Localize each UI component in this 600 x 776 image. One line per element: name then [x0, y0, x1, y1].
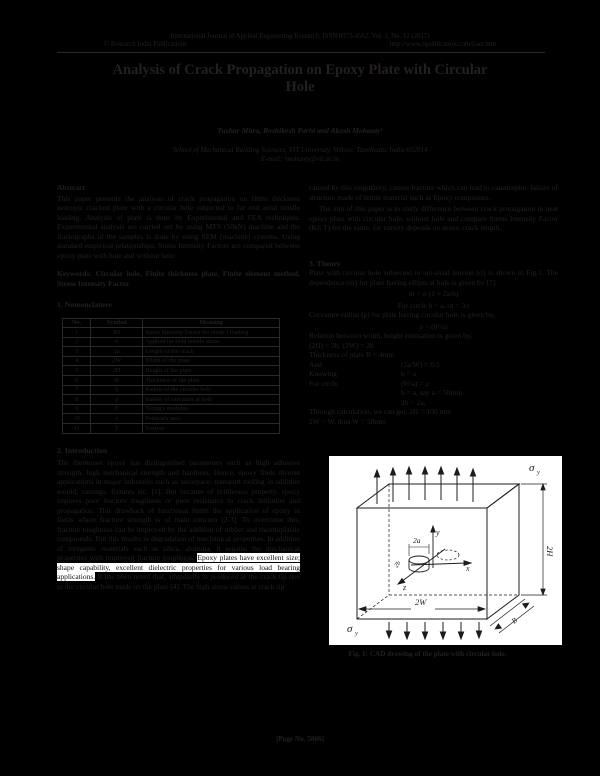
sigma-bottom-subscript: y — [355, 630, 358, 637]
derivation-value: (b²/a) = ρ — [401, 378, 430, 388]
cell-meaning: Radius of the circular hole — [143, 385, 280, 395]
derivation-row — [309, 369, 558, 379]
table-row — [63, 328, 280, 338]
cell-symbol: KI — [91, 328, 143, 338]
continuation-paragraph-2: The aim of this paper is to study difference between crack propagation in neat epoxy plate with circular hole, without hole and compare Stress Intensity Factor (KI, T) for the same, for variety depends on stress, crack length. — [309, 204, 558, 232]
table-row — [63, 404, 280, 414]
publisher-text: © Research India Publications — [104, 41, 187, 49]
cell-no: 8 — [63, 395, 91, 405]
cell-meaning: Poisson's ratio — [143, 414, 280, 424]
cell-no: 1 — [63, 328, 91, 338]
cell-no: 4 — [63, 356, 91, 366]
table-row — [63, 366, 280, 376]
introduction-paragraph — [57, 458, 300, 591]
axis-y-label: y — [436, 528, 440, 537]
figure-caption: Fig. 1: CAD drawing of the plate with circular hole. — [348, 649, 507, 658]
table-row — [63, 356, 280, 366]
table-row — [63, 376, 280, 386]
theory-paragraph-2: Curvature radius (ρ) for plate having circular hole is given by, — [309, 310, 495, 319]
affiliation-block — [0, 146, 600, 163]
theory-paragraph-3: Relation between width, height estimation is given by, — [309, 331, 473, 340]
derivation-label — [309, 388, 401, 398]
equation-2: ρ = (b²/a) — [419, 321, 448, 331]
relation-line: (2H) = 2b, (2W) = 2b — [309, 340, 374, 350]
axis-z-label: z — [403, 583, 407, 592]
theory-paragraph-1: Plate with circular hole subjected to uni-axial tension (σ) is shown in Fig.1. The dependence (σt) for plate having elliptical hole is given by [7]. — [309, 268, 558, 287]
left-column — [57, 183, 300, 591]
cell-symbol: b — [91, 385, 143, 395]
intro-text-after: It has been noted that, singularity is produced at the crack tip due to the circular hole made on the plate [4]. The high stress values at crack tip — [57, 572, 300, 591]
abstract-body: This paper presents the analysis of crack propagation on finite thickness isotropic cracked plate with a circular hole subjected to far end axial tensile loading. Analysis of plate is done by Experimental and FEA techniques. Experimental analysis are carried out by using MTS (50kN) machine and the fractographs of the samples is done by using SEM (machine) systems. Using standard empirical relationships, Stress Intensity Factors are compared between epoxy plate with hole and without hole. — [57, 193, 300, 260]
cell-symbol: 2W — [91, 356, 143, 366]
email-line: E-mail: ¹mohanty@vit.ac.in — [260, 154, 340, 163]
cell-meaning: T-stress — [143, 424, 280, 434]
cell-no: 3 — [63, 347, 91, 357]
abstract-heading: Abstract — [57, 183, 85, 192]
table-row — [63, 424, 280, 434]
col-meaning: Meaning — [143, 318, 280, 328]
cad-plate-drawing — [329, 456, 562, 642]
dimension-2w-label: 2W — [415, 597, 427, 607]
equation-1: σt = σ (1 + 2a/b) — [408, 289, 459, 298]
cell-meaning: Applied far field tensile stress — [143, 337, 280, 347]
calculation-line-2: 2W = W, thus W = 50mm — [309, 416, 387, 426]
journal-header — [0, 33, 600, 49]
theory-heading: 3. Theory — [309, 258, 341, 268]
col-symbol: Symbol — [91, 318, 143, 328]
dimension-2b-label: 2b — [392, 559, 403, 570]
table-header-row — [63, 318, 280, 328]
table-row — [63, 414, 280, 424]
derivation-label: And — [309, 359, 322, 369]
derivation-value: b = a, say a = 50mm — [401, 388, 463, 397]
introduction-heading: 2. Introduction — [57, 445, 108, 455]
cell-symbol: 2a — [91, 347, 143, 357]
cell-meaning: Width of the plate — [143, 356, 280, 366]
cell-symbol: ρ — [91, 395, 143, 405]
dimension-2h-label: 2H — [545, 546, 555, 557]
highlighted-sentence: Epoxy plates have excellent size; shape capability, excellent dielectric properties for various load bearing applications. — [57, 553, 300, 582]
cell-symbol: σ — [91, 337, 143, 347]
table-row — [63, 385, 280, 395]
derivation-label: Knowing — [309, 369, 337, 378]
cell-no: 6 — [63, 376, 91, 386]
derivation-value: b = a — [401, 369, 417, 378]
sigma-bottom-label: σ — [347, 623, 353, 635]
cell-no: 5 — [63, 366, 91, 376]
thickness-line: Thickness of plate B = 4mm — [309, 350, 395, 359]
nomenclature-table — [62, 318, 280, 434]
figure-panel — [329, 456, 562, 645]
cell-symbol: E — [91, 404, 143, 414]
derivation-label — [309, 398, 401, 408]
affiliation-line: School of Mechanical Building Sciences, VIT University, Vellore, Tamilnadu, India-632014 — [172, 146, 428, 154]
cell-no: 7 — [63, 385, 91, 395]
cell-meaning: Radius of curvature at hole — [143, 395, 280, 405]
cell-meaning: Length of the crack — [143, 347, 280, 357]
derivation-row — [309, 379, 558, 389]
nomenclature-heading: 1. Nomenclature — [57, 300, 112, 309]
col-no: No. — [63, 318, 91, 328]
cell-symbol: T — [91, 424, 143, 434]
sigma-top-label: σ — [529, 462, 535, 474]
dimension-b-label: B — [509, 615, 519, 626]
right-column — [309, 183, 558, 659]
cell-no: 11 — [63, 424, 91, 434]
journal-url: http://www.ripublication.com/ijaer.htm — [389, 41, 496, 49]
keywords-line: Keywords: Circular hole, Finite thickness plate, Finite element method, Stress Intensity Factor — [57, 269, 300, 288]
equation-1-note: For circle b = a, σt = 3σ — [397, 300, 470, 310]
cell-no: 10 — [63, 414, 91, 424]
cell-meaning: Stress Intensity Factor for mode I loading — [143, 328, 280, 338]
dimension-2a-label: 2a — [413, 536, 421, 545]
derivation-row — [309, 388, 558, 398]
cell-meaning: Thickness of the plate — [143, 376, 280, 386]
cell-no: 2 — [63, 337, 91, 347]
axis-x-label: x — [466, 564, 470, 573]
cell-no: 9 — [63, 404, 91, 414]
cell-meaning: Height of the plate — [143, 366, 280, 376]
cell-symbol: ν — [91, 414, 143, 424]
page-number: [Page No. 5866] — [275, 735, 325, 743]
continuation-paragraph-1: caused by this singularity, causes fracture which can lead to catastrophic failure of structure made of brittle material such as Epoxy composites. — [309, 183, 558, 202]
derivation-row — [309, 398, 558, 408]
paper-title: Analysis of Crack Propagation on Epoxy Plate with Circular Hole — [112, 62, 488, 95]
header-divider — [57, 52, 545, 53]
calculation-line-1: Through calculation, we can get, 2H = 100 mm — [309, 407, 452, 416]
table-row — [63, 395, 280, 405]
derivation-value: (2a/W) = 0.5 — [401, 359, 440, 369]
table-row — [63, 337, 280, 347]
derivation-label: For circle — [309, 378, 338, 388]
intro-text-before: The thermoset epoxy has distinguished parameters such as high adhesive strength, high mechanical strength and hardness. Hence, epoxy finds diverse applications in major industries such as aerospace, transport tooling in addition mould, castings, fixtures etc. [1]. But because of brittleness property, epoxy imposes poor fracture toughness or poor resistance to crack initiation and propagation. This drawback of functional limits the application of epoxy in fields where fracture strength is of main concern [2-3]. To overcome this, fracture toughness can be improved by the addition of rubber and thermoplastic compounds. But this results in degradation of mechanical properties. In addition of inorganic materials such as silica, alumina, it regains the mechanical properties with improved fracture toughness. — [57, 458, 300, 563]
cell-symbol: 2H — [91, 366, 143, 376]
derivation-value: 2b = 2a, — [401, 397, 426, 407]
table-row — [63, 347, 280, 357]
cell-meaning: Young's modulus — [143, 404, 280, 414]
journal-header-line2 — [104, 41, 496, 49]
cell-symbol: B — [91, 376, 143, 386]
derivation-row — [309, 360, 558, 370]
authors-line: Tushar Mitra, Roshikesh Parhi and Akash Mohanty¹ — [217, 126, 383, 135]
journal-header-line1: International Journal of Applied Engineering Research, ISSN 0973-4562, Vol. 1, No. 12 (2017) — [170, 33, 430, 40]
sigma-top-subscript: y — [537, 469, 540, 476]
